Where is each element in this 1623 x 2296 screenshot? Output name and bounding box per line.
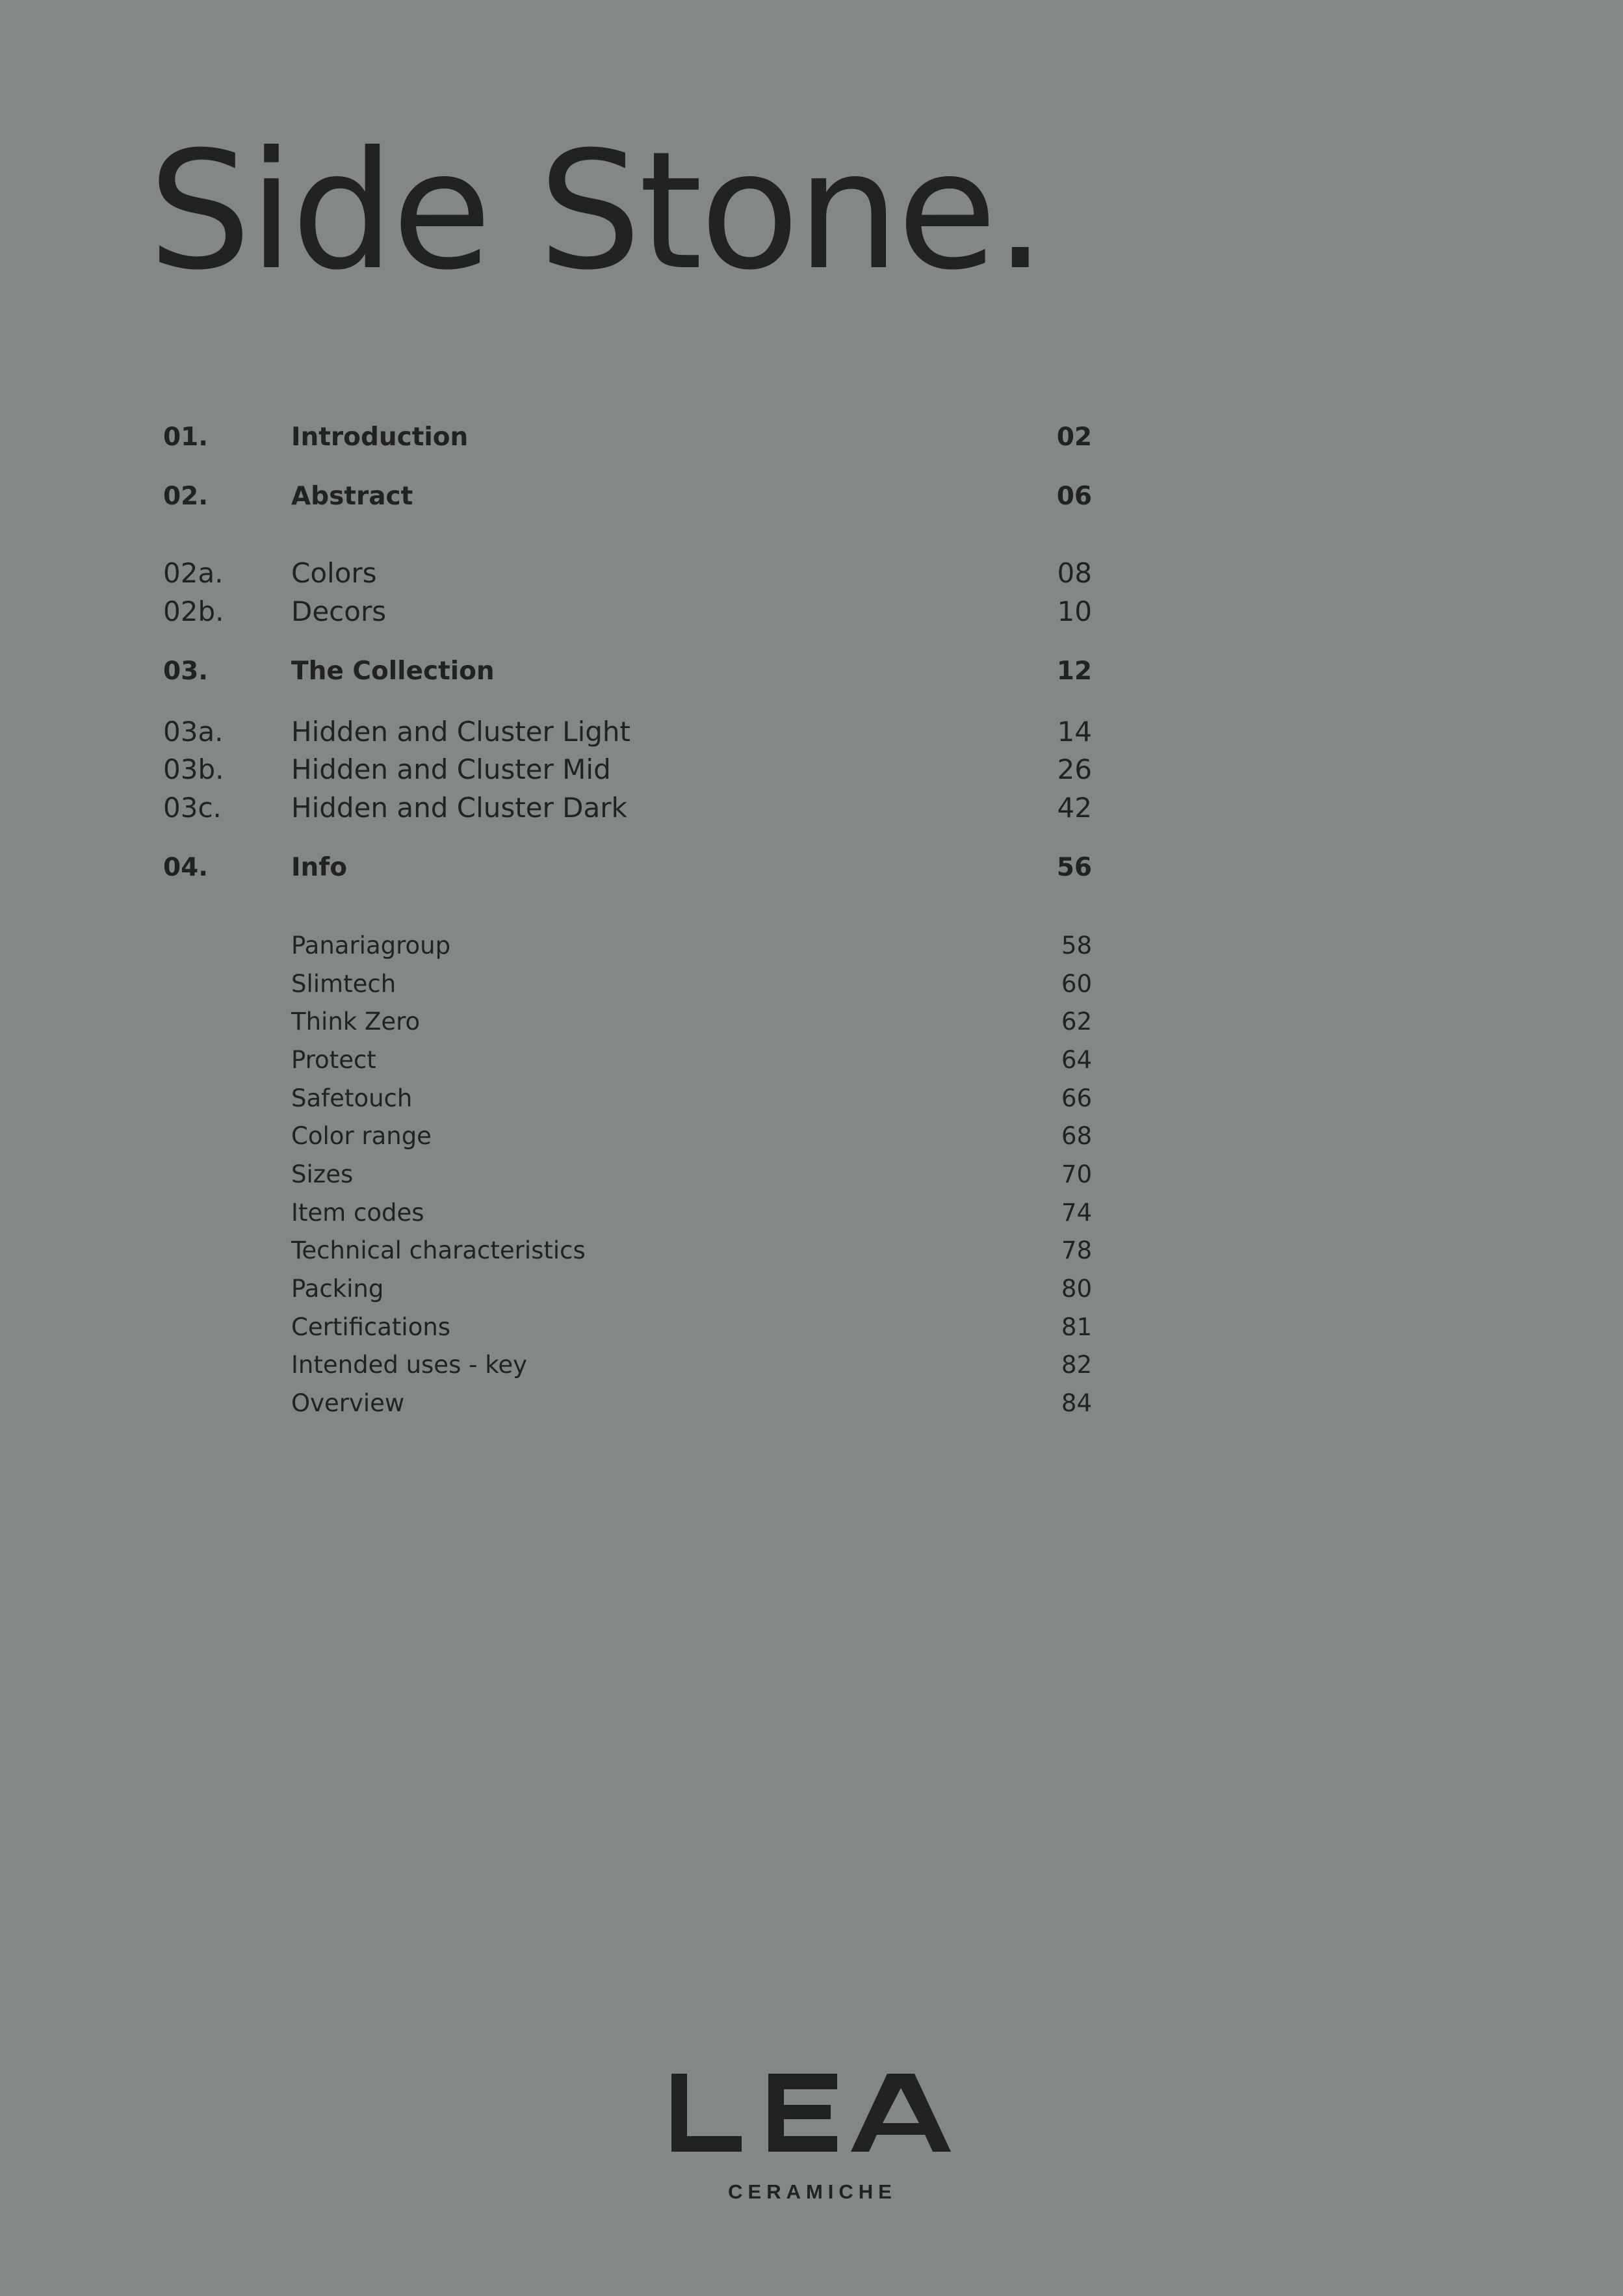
toc-info-item[interactable] xyxy=(0,1346,1623,1385)
toc-number: 03c. xyxy=(163,792,222,824)
toc-page: 84 xyxy=(1061,1389,1092,1417)
toc-label: Item codes xyxy=(291,1199,424,1227)
toc-label: Hidden and Cluster Light xyxy=(291,716,630,748)
toc-number: 03a. xyxy=(163,716,224,748)
toc-item-cluster-light[interactable] xyxy=(0,712,1623,751)
toc-label: Panariagroup xyxy=(291,932,451,959)
toc-item-cluster-dark[interactable] xyxy=(0,789,1623,828)
toc-page: 78 xyxy=(1061,1236,1092,1264)
toc-label: Hidden and Cluster Mid xyxy=(291,753,611,785)
toc-page: 64 xyxy=(1061,1046,1092,1074)
toc-page: 81 xyxy=(1061,1313,1092,1341)
toc-label: Intended uses - key xyxy=(291,1351,527,1379)
toc-page: 26 xyxy=(1057,753,1092,785)
toc-page: 10 xyxy=(1057,595,1092,627)
toc-page: 82 xyxy=(1061,1351,1092,1379)
toc-label: The Collection xyxy=(291,657,495,686)
toc-page: 58 xyxy=(1061,932,1092,959)
toc-info-item[interactable] xyxy=(0,1117,1623,1156)
toc-label: Technical characteristics xyxy=(291,1236,586,1264)
toc-info-item[interactable] xyxy=(0,1194,1623,1233)
toc-number: 03b. xyxy=(163,753,224,785)
toc-page: 06 xyxy=(1056,482,1092,511)
toc-label: Info xyxy=(291,853,348,882)
toc-label: Decors xyxy=(291,595,387,627)
toc-number: 03. xyxy=(163,657,209,686)
toc-item-abstract[interactable] xyxy=(0,477,1623,516)
toc-item-cluster-mid[interactable] xyxy=(0,750,1623,789)
toc-item-the-collection[interactable] xyxy=(0,652,1623,691)
toc-number: 01. xyxy=(163,423,209,452)
toc-info-item[interactable] xyxy=(0,926,1623,965)
toc-label: Sizes xyxy=(291,1160,354,1188)
toc-page: 08 xyxy=(1057,557,1092,589)
toc-page: 42 xyxy=(1057,792,1092,824)
toc-number: 02b. xyxy=(163,595,224,627)
toc-number: 02a. xyxy=(163,557,224,589)
toc-item-colors[interactable] xyxy=(0,554,1623,593)
toc-label: Certifications xyxy=(291,1313,451,1341)
toc-page: 12 xyxy=(1056,657,1092,686)
toc-item-info[interactable] xyxy=(0,848,1623,887)
toc-label: Introduction xyxy=(291,423,469,452)
toc-info-item[interactable] xyxy=(0,1231,1623,1270)
toc-page: 14 xyxy=(1057,716,1092,748)
toc-label: Slimtech xyxy=(291,970,396,998)
toc-info-item[interactable] xyxy=(0,1384,1623,1423)
toc-page: 62 xyxy=(1061,1008,1092,1036)
toc-page: 60 xyxy=(1061,970,1092,998)
logo-tagline: CERAMICHE xyxy=(728,2180,897,2203)
toc-item-decors[interactable] xyxy=(0,592,1623,631)
toc-label: Think Zero xyxy=(291,1008,421,1036)
toc-label: Overview xyxy=(291,1389,405,1417)
toc-info-item[interactable] xyxy=(0,965,1623,1004)
document-title: Side Stone. xyxy=(148,116,1044,306)
toc-info-item[interactable] xyxy=(0,1041,1623,1080)
toc-info-item[interactable] xyxy=(0,1079,1623,1118)
toc-label: Protect xyxy=(291,1046,376,1074)
toc-info-item[interactable] xyxy=(0,1308,1623,1347)
toc-number: 04. xyxy=(163,853,209,882)
toc-info-item[interactable] xyxy=(0,1002,1623,1041)
toc-label: Safetouch xyxy=(291,1084,413,1112)
toc-page: 66 xyxy=(1061,1084,1092,1112)
toc-info-item[interactable] xyxy=(0,1270,1623,1309)
toc-item-introduction[interactable] xyxy=(0,418,1623,457)
toc-label: Abstract xyxy=(291,482,413,511)
toc-page: 74 xyxy=(1061,1199,1092,1227)
toc-page: 68 xyxy=(1061,1122,1092,1150)
toc-page: 70 xyxy=(1061,1160,1092,1188)
toc-label: Hidden and Cluster Dark xyxy=(291,792,627,824)
toc-page: 56 xyxy=(1056,853,1092,882)
toc-number: 02. xyxy=(163,482,209,511)
toc-page: 02 xyxy=(1056,423,1092,452)
toc-label: Color range xyxy=(291,1122,432,1150)
toc-label: Packing xyxy=(291,1275,384,1303)
toc-page: 80 xyxy=(1061,1275,1092,1303)
toc-label: Colors xyxy=(291,557,377,589)
toc-info-item[interactable] xyxy=(0,1155,1623,1194)
